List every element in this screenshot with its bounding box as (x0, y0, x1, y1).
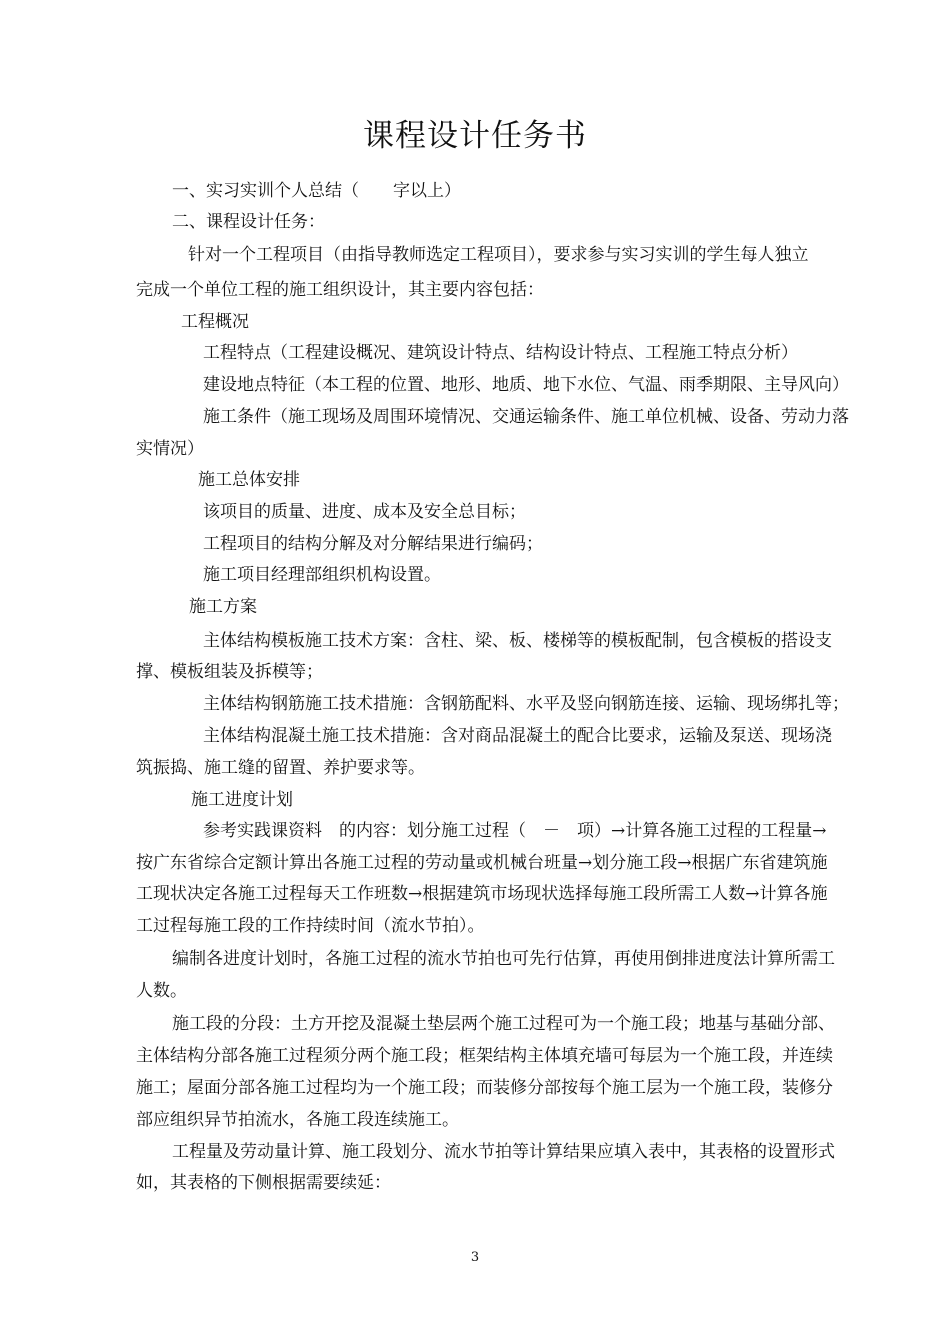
text-line: 该项目的质量、进度、成本及安全总目标； (203, 502, 526, 522)
text-line: 施工总体安排 (198, 470, 300, 490)
text-line: 施工条件（施工现场及周围环境情况、交通运输条件、施工单位机械、设备、劳动力落 (203, 407, 849, 427)
text-line: 编制各进度计划时，各施工过程的流水节拍也可先行估算，再使用倒排进度法计算所需工 (172, 949, 835, 969)
text-line: 工现状决定各施工过程每天工作班数→根据建筑市场现状选择每施工段所需工人数→计算各施 (136, 884, 828, 904)
text-line: 主体结构钢筋施工技术措施：含钢筋配料、水平及竖向钢筋连接、运输、现场绑扎等； (203, 694, 849, 714)
document-title: 课程设计任务书 (363, 118, 587, 154)
text-line: 针对一个工程项目（由指导教师选定工程项目），要求参与实习实训的学生每人独立 (188, 245, 809, 265)
text-line: 工程项目的结构分解及对分解结果进行编码； (203, 534, 543, 554)
text-line: 部应组织异节拍流水，各施工段连续施工。 (136, 1110, 459, 1130)
text-line: 如，其表格的下侧根据需要续延： (136, 1173, 391, 1193)
text-line: 施工；屋面分部各施工过程均为一个施工段；而装修分部按每个施工层为一个施工段，装修分 (136, 1078, 833, 1098)
text-line: 施工段的分段：土方开挖及混凝土垫层两个施工过程可为一个施工段；地基与基础分部、 (172, 1014, 835, 1034)
text-line: 筑振捣、施工缝的留置、养护要求等。 (136, 758, 425, 778)
text-line: 实情况） (136, 439, 204, 459)
text-line: 建设地点特征（本工程的位置、地形、地质、地下水位、气温、雨季期限、主导风向） (203, 375, 849, 395)
text-line: 工过程每施工段的工作持续时间（流水节拍）。 (136, 916, 485, 936)
text-line: 主体结构混凝土施工技术措施：含对商品混凝土的配合比要求，运输及泵送、现场浇 (203, 726, 832, 746)
text-line: 参考实践课资料 的内容：划分施工过程（ － 项）→计算各施工过程的工程量→ (203, 821, 827, 841)
text-line: 按广东省综合定额计算出各施工过程的劳动量或机械台班量→划分施工段→根据广东省建筑施 (136, 853, 828, 873)
text-line: 工程量及劳动量计算、施工段划分、流水节拍等计算结果应填入表中，其表格的设置形式 (172, 1142, 835, 1162)
text-line: 工程概况 (181, 312, 249, 332)
text-line: 施工项目经理部组织机构设置。 (203, 565, 441, 585)
text-line: 撑、模板组装及拆模等； (136, 662, 323, 682)
text-line: 二、课程设计任务： (172, 212, 325, 232)
text-line: 工程特点（工程建设概况、建筑设计特点、结构设计特点、工程施工特点分析） (203, 343, 798, 363)
page-number: 3 (470, 1250, 480, 1265)
text-line: 一、实习实训个人总结（ 字以上） (172, 181, 461, 201)
text-line: 人数。 (136, 981, 187, 1001)
text-line: 施工进度计划 (191, 790, 293, 810)
text-line: 施工方案 (189, 597, 257, 617)
text-line: 主体结构分部各施工过程须分两个施工段；框架结构主体填充墙可每层为一个施工段，并连续 (136, 1046, 833, 1066)
text-line: 主体结构模板施工技术方案：含柱、梁、板、楼梯等的模板配制，包含模板的搭设支 (203, 631, 832, 651)
text-line: 完成一个单位工程的施工组织设计，其主要内容包括： (136, 280, 544, 300)
